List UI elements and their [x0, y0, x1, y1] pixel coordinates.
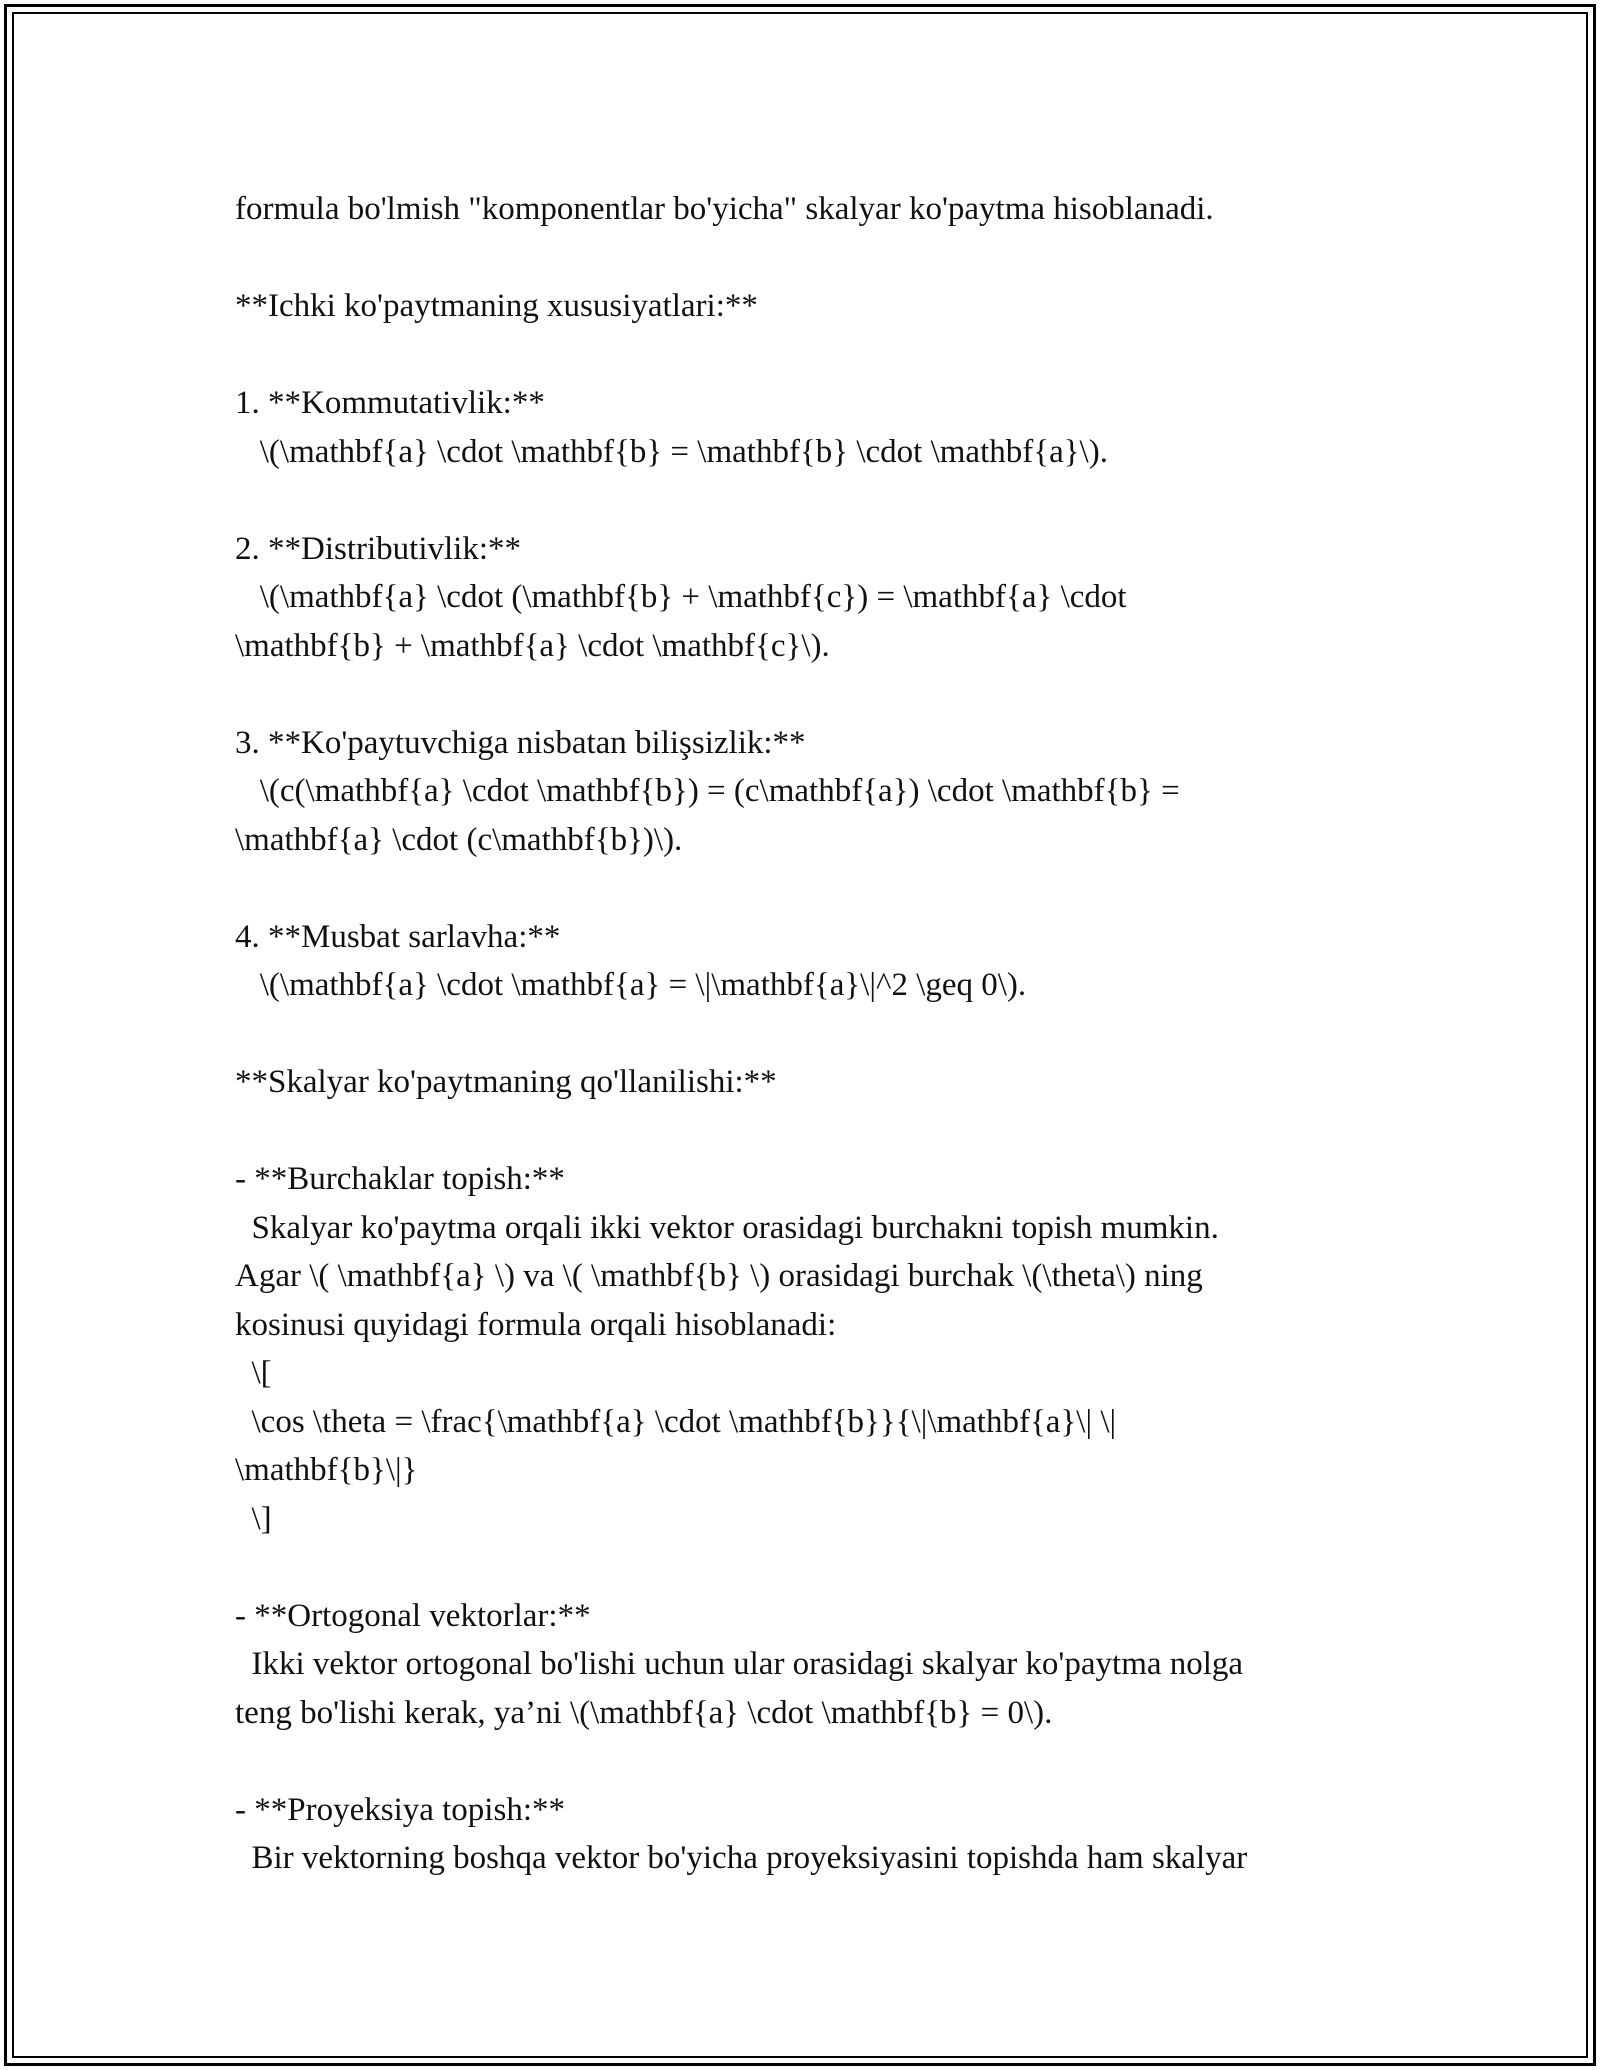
list-item-title: 4. **Musbat sarlavha:** — [235, 918, 561, 955]
blank-line — [235, 1010, 1385, 1059]
formula-line: \(c(\mathbf{a} \cdot \mathbf{b}) = (c\mathbf{a}) \cdot \mathbf{b} = — [235, 773, 1180, 809]
text-line: Agar \( \mathbf{a} \) va \( \mathbf{b} \) orasidagi burchak \(\theta\) ning — [235, 1258, 1203, 1294]
formula-line: \mathbf{b}\|} — [235, 1452, 418, 1488]
text-line: teng bo'lishi kerak, ya’ni \(\mathbf{a} \cdot \mathbf{b} = 0\). — [235, 1694, 1053, 1731]
list-item-title: 1. **Kommutativlik:** — [235, 385, 545, 421]
formula-line: \(\mathbf{a} \cdot (\mathbf{b} + \mathbf{c}) = \mathbf{a} \cdot — [235, 579, 1127, 615]
blank-line — [235, 864, 1385, 913]
list-item-title: 2. **Distributivlik:** — [235, 530, 522, 567]
list-item-title: 3. **Ko'paytuvchiga nisbatan bilişsizlik:** — [235, 724, 806, 761]
formula-line: \] — [235, 1500, 272, 1537]
formula-line: \(\mathbf{a} \cdot \mathbf{b} = \mathbf{b} \cdot \mathbf{a}\). — [235, 433, 1108, 470]
blank-line — [235, 1107, 1385, 1156]
text-line: formula bo'lmish "komponentlar bo'yicha" skalyar ko'paytma hisoblanadi. — [235, 191, 1214, 227]
document-body — [235, 185, 1385, 1883]
text-line: Ikki vektor ortogonal bo'lishi uchun ular orasidagi skalyar ko'paytma nolga — [235, 1646, 1244, 1682]
blank-line — [235, 670, 1385, 719]
blank-line — [235, 331, 1385, 380]
text-line: Bir vektorning boshqa vektor bo'yicha proyeksiyasini topishda ham skalyar — [235, 1840, 1248, 1876]
formula-line: \[ — [235, 1355, 272, 1391]
text-line: Skalyar ko'paytma orqali ikki vektor orasidagi burchakni topish mumkin. — [235, 1209, 1219, 1246]
blank-line — [235, 1543, 1385, 1592]
formula-line: \mathbf{a} \cdot (c\mathbf{b})\). — [235, 821, 683, 858]
formula-line: \mathbf{b} + \mathbf{a} \cdot \mathbf{c}\). — [235, 627, 830, 664]
blank-line — [235, 234, 1385, 283]
bullet-item-title: - **Ortogonal vektorlar:** — [235, 1597, 591, 1634]
blank-line — [235, 1737, 1385, 1786]
formula-line: \(\mathbf{a} \cdot \mathbf{a} = \|\mathbf{a}\|^2 \geq 0\). — [235, 967, 1027, 1003]
formula-line: \cos \theta = \frac{\mathbf{a} \cdot \mathbf{b}}{\|\mathbf{a}\| \| — [235, 1403, 1117, 1440]
section-heading: **Skalyar ko'paytmaning qo'llanilishi:** — [235, 1064, 777, 1100]
bullet-item-title: - **Proyeksiya topish:** — [235, 1791, 565, 1828]
bullet-item-title: - **Burchaklar topish:** — [235, 1161, 565, 1197]
section-heading: **Ichki ko'paytmaning xususiyatlari:** — [235, 288, 758, 324]
text-line: kosinusi quyidagi formula orqali hisoblanadi: — [235, 1306, 837, 1343]
blank-line — [235, 476, 1385, 525]
